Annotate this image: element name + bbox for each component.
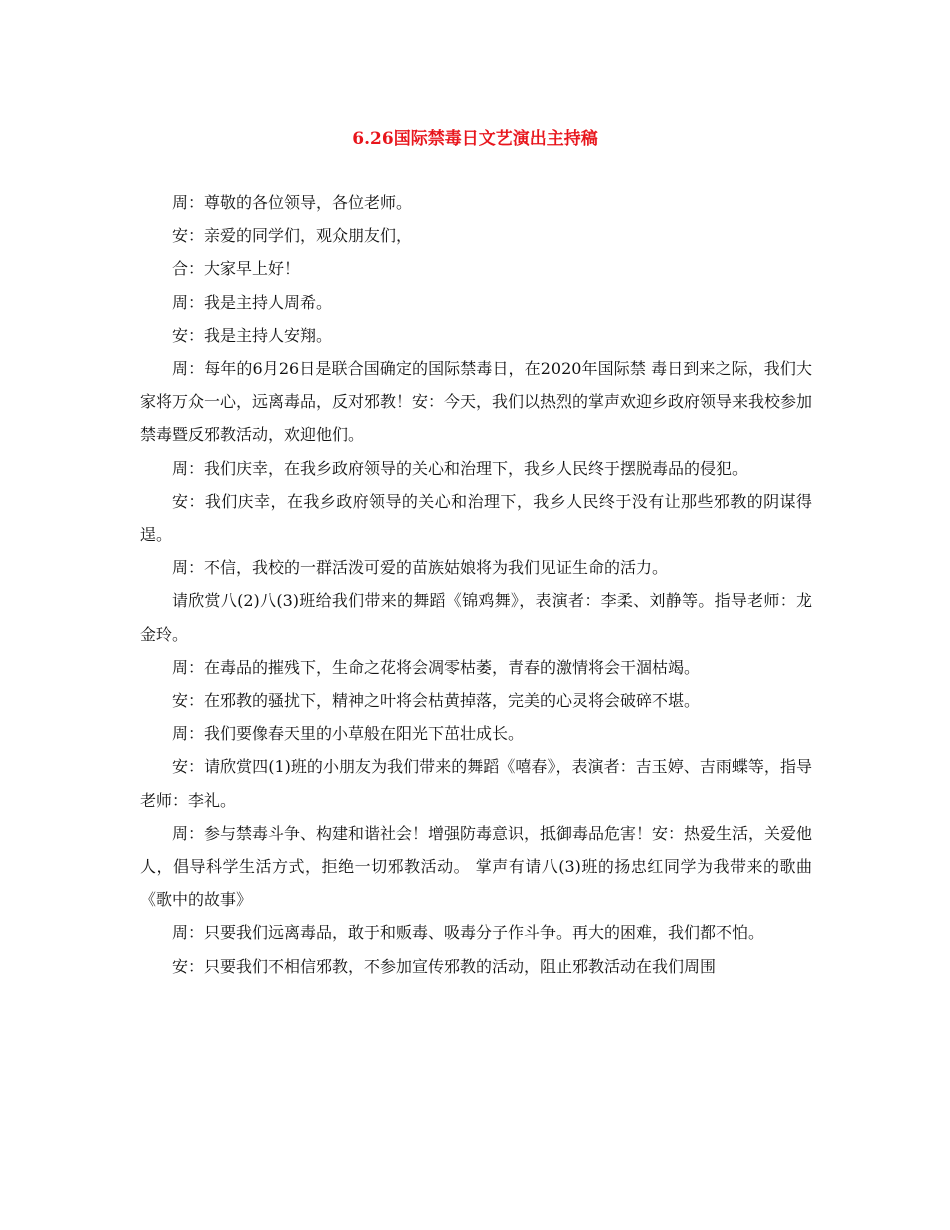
paragraph: 安：请欣赏四(1)班的小朋友为我们带来的舞蹈《嘻春》，表演者：吉玉婷、吉雨蝶等，指导老师：李礼。 xyxy=(140,757,812,810)
paragraph: 请欣赏八(2)八(3)班给我们带来的舞蹈《锦鸡舞》，表演者：李柔、刘静等。指导老师：龙金玲。 xyxy=(140,591,812,644)
paragraph: 合：大家早上好！ xyxy=(172,259,301,279)
document-body xyxy=(140,186,812,983)
paragraph: 安：亲爱的同学们，观众朋友们， xyxy=(172,226,413,246)
document-title: 6.26国际禁毒日文艺演出主持稿 xyxy=(352,129,598,149)
paragraph: 周：在毒品的摧残下，生命之花将会凋零枯萎，青春的激情将会干涸枯竭。 xyxy=(172,657,701,677)
paragraph: 安：我是主持人安翔。 xyxy=(172,325,333,345)
paragraph: 周：我们要像春天里的小草般在阳光下茁壮成长。 xyxy=(172,724,525,744)
paragraph: 周：每年的6月26日是联合国确定的国际禁毒日，在2020年国际禁 毒日到来之际，我们大家将万众一心，远离毒品，反对邪教！安：今天，我们以热烈的掌声欢迎乡政府领导来我校参加禁毒暨反邪教活动，欢迎他们。 xyxy=(140,359,813,445)
paragraph: 安：我们庆幸，在我乡政府领导的关心和治理下，我乡人民终于没有让那些邪教的阴谋得逞。 xyxy=(140,491,812,545)
paragraph: 周：只要我们远离毒品，敢于和贩毒、吸毒分子作斗争。再大的困难，我们都不怕。 xyxy=(172,923,765,943)
paragraph: 周：参与禁毒斗争、构建和谐社会！增强防毒意识，抵御毒品危害！安：热爱生活，关爱他人，倡导科学生活方式，拒绝一切邪教活动。 掌声有请八(3)班的扬忠红同学为我带来的歌曲《歌中的故事》 xyxy=(140,823,813,910)
paragraph: 周：我们庆幸，在我乡政府领导的关心和治理下，我乡人民终于摆脱毒品的侵犯。 xyxy=(172,458,749,478)
paragraph: 安：只要我们不相信邪教，不参加宣传邪教的活动，阻止邪教活动在我们周围 xyxy=(172,956,717,976)
paragraph: 周：不信，我校的一群活泼可爱的苗族姑娘将为我们见证生命的活力。 xyxy=(172,558,669,578)
paragraph: 安：在邪教的骚扰下，精神之叶将会枯黄掉落，完美的心灵将会破碎不堪。 xyxy=(172,691,701,711)
paragraph: 周：尊敬的各位领导，各位老师。 xyxy=(172,193,413,212)
paragraph: 周：我是主持人周希。 xyxy=(172,292,333,312)
